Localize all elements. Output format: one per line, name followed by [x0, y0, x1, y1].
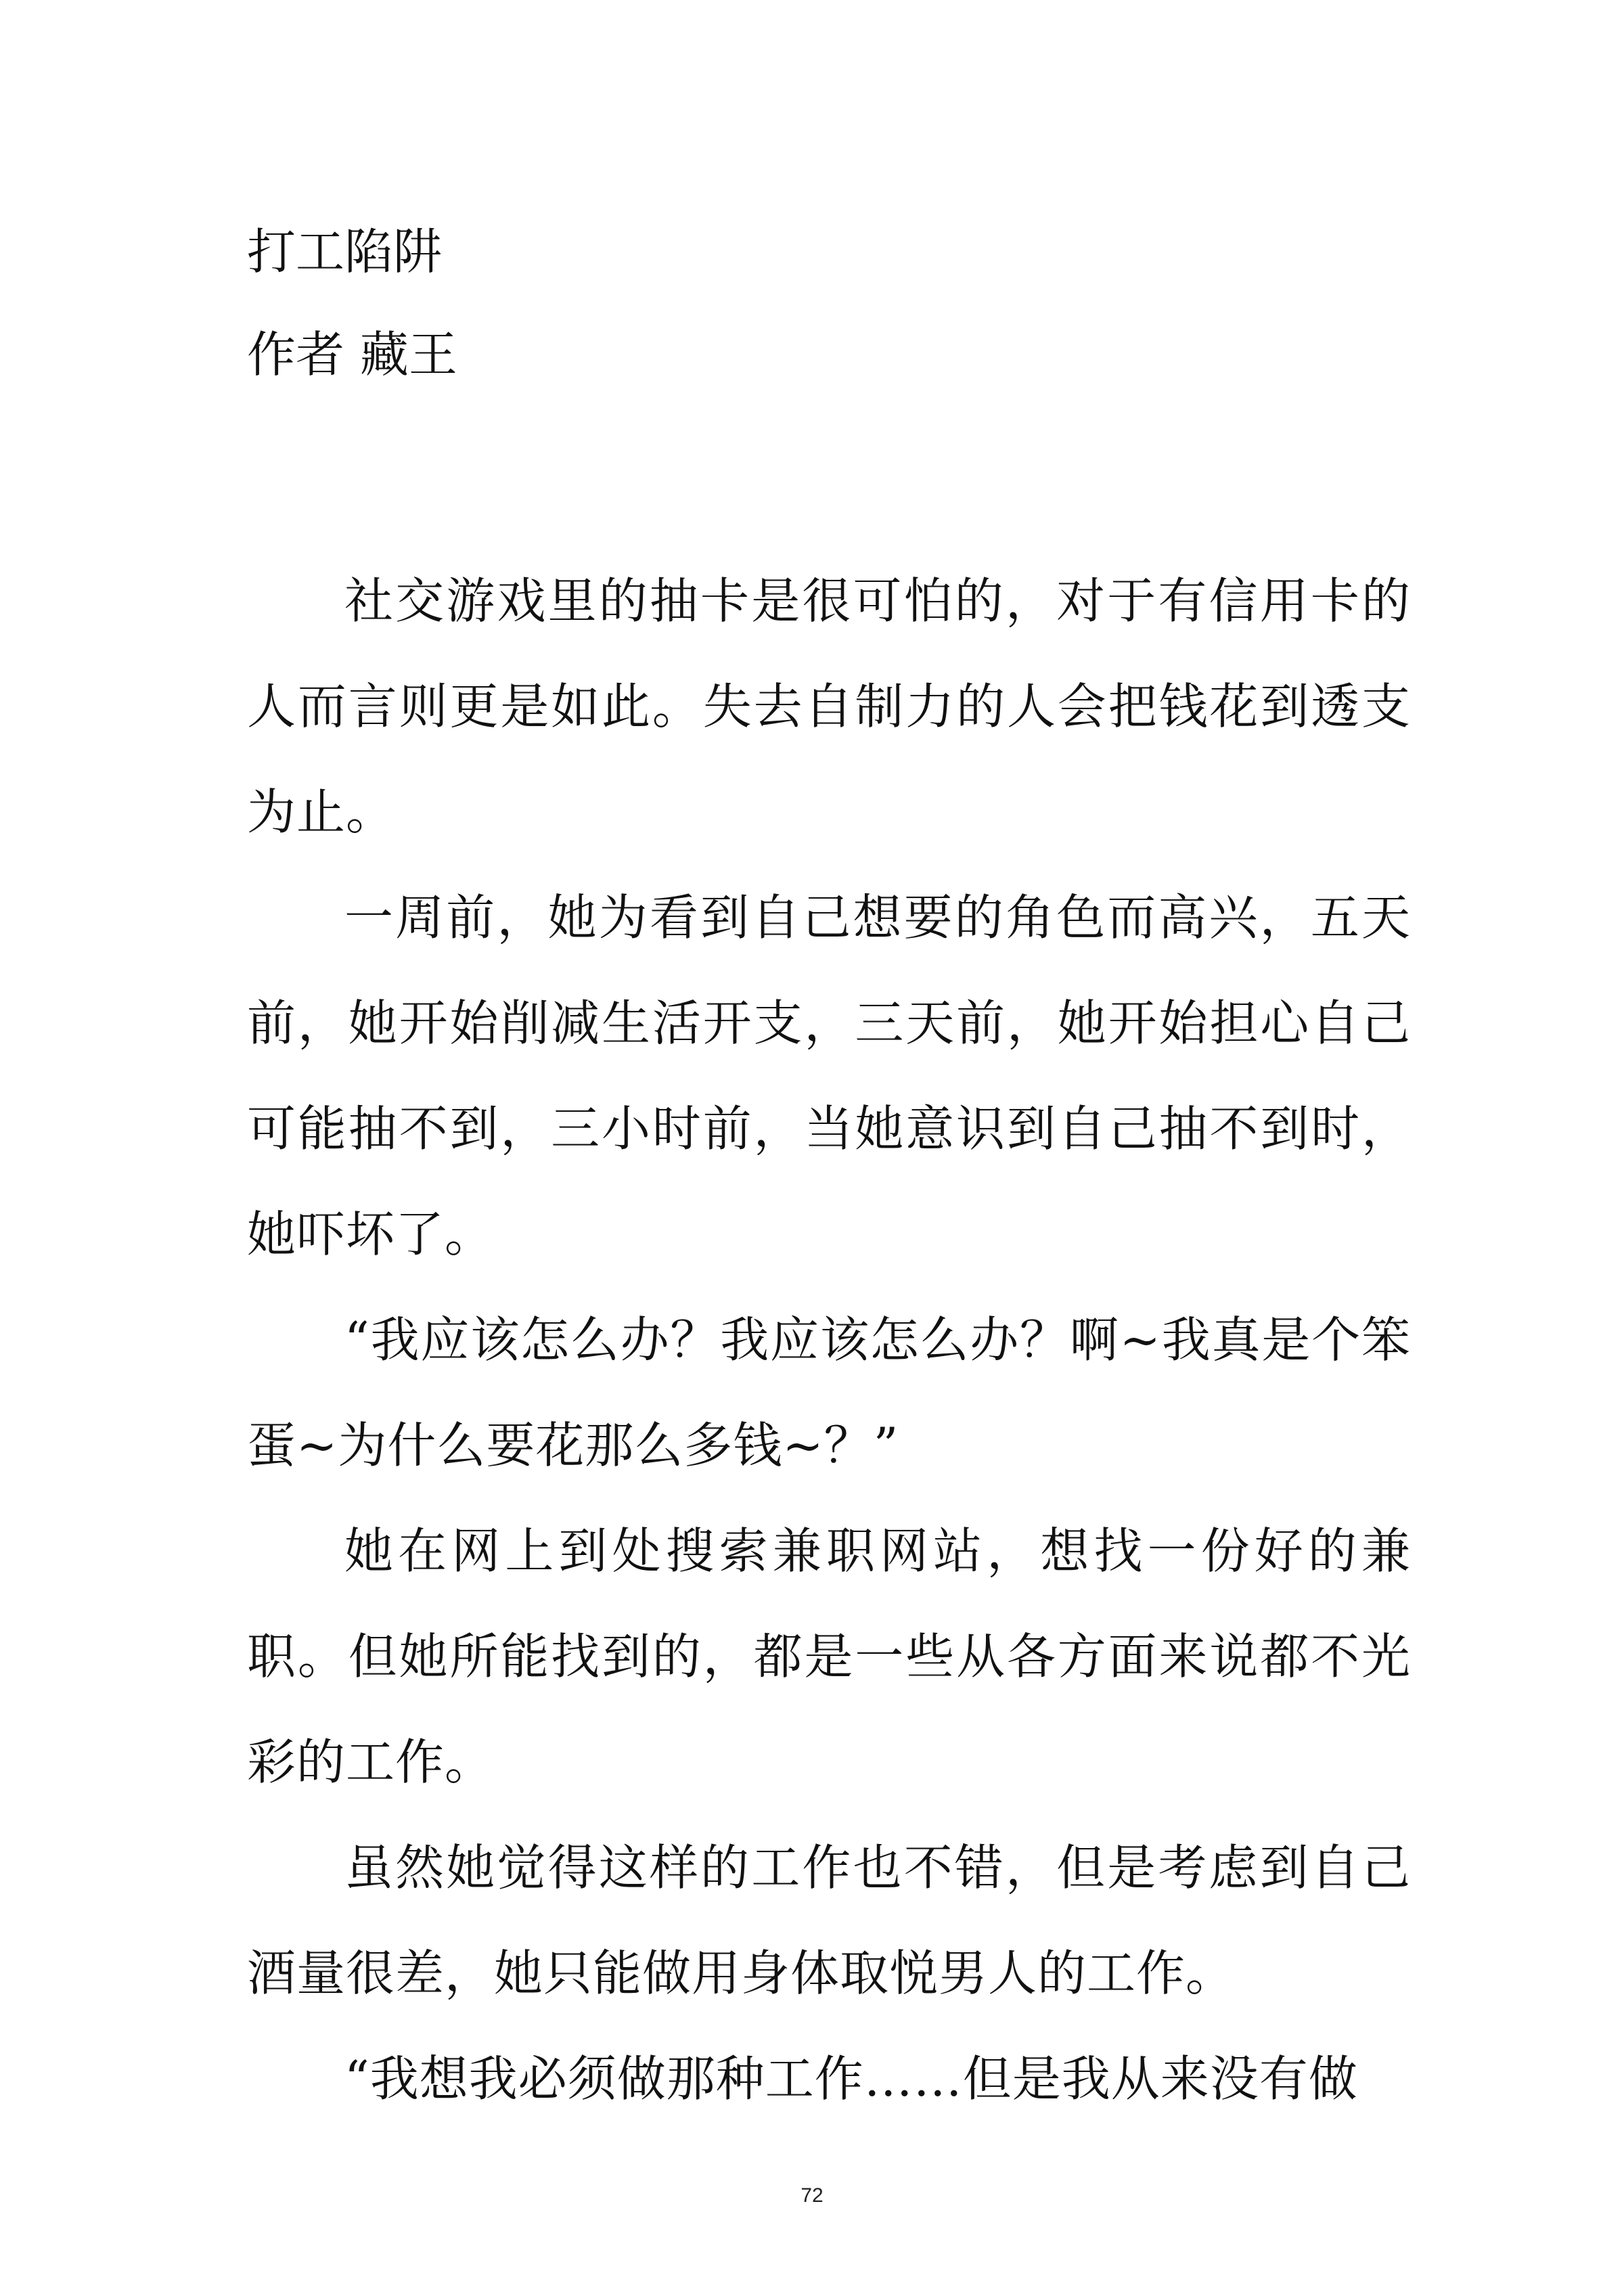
author-line: 作者 藏王	[247, 326, 457, 383]
paragraph: 虽然她觉得这样的工作也不错，但是考虑到自己酒量很差，她只能做用身体取悦男人的工作。	[247, 1839, 1411, 2002]
paragraph: 一周前，她为看到自己想要的角色而高兴，五天前，她开始削减生活开支，三天前，她开始担心自己可能抽不到，三小时前，当她意识到自己抽不到时，她吓坏了。	[247, 889, 1411, 1263]
body-text	[247, 548, 1411, 2132]
paragraph: “我应该怎么办？我应该怎么办？啊~我真是个笨蛋~为什么要花那么多钱~？”	[247, 1311, 1411, 1474]
paragraph: 社交游戏里的抽卡是很可怕的，对于有信用卡的人而言则更是如此。失去自制力的人会把钱花到透支为止。	[247, 572, 1411, 840]
document-title: 打工陷阱	[247, 223, 443, 280]
paragraph: “我想我必须做那种工作……但是我从来没有做	[344, 2050, 1358, 2107]
page-number: 72	[800, 2184, 824, 2207]
paragraph: 她在网上到处搜索兼职网站，想找一份好的兼职。但她所能找到的，都是一些从各方面来说都不光彩的工作。	[247, 1523, 1411, 1791]
